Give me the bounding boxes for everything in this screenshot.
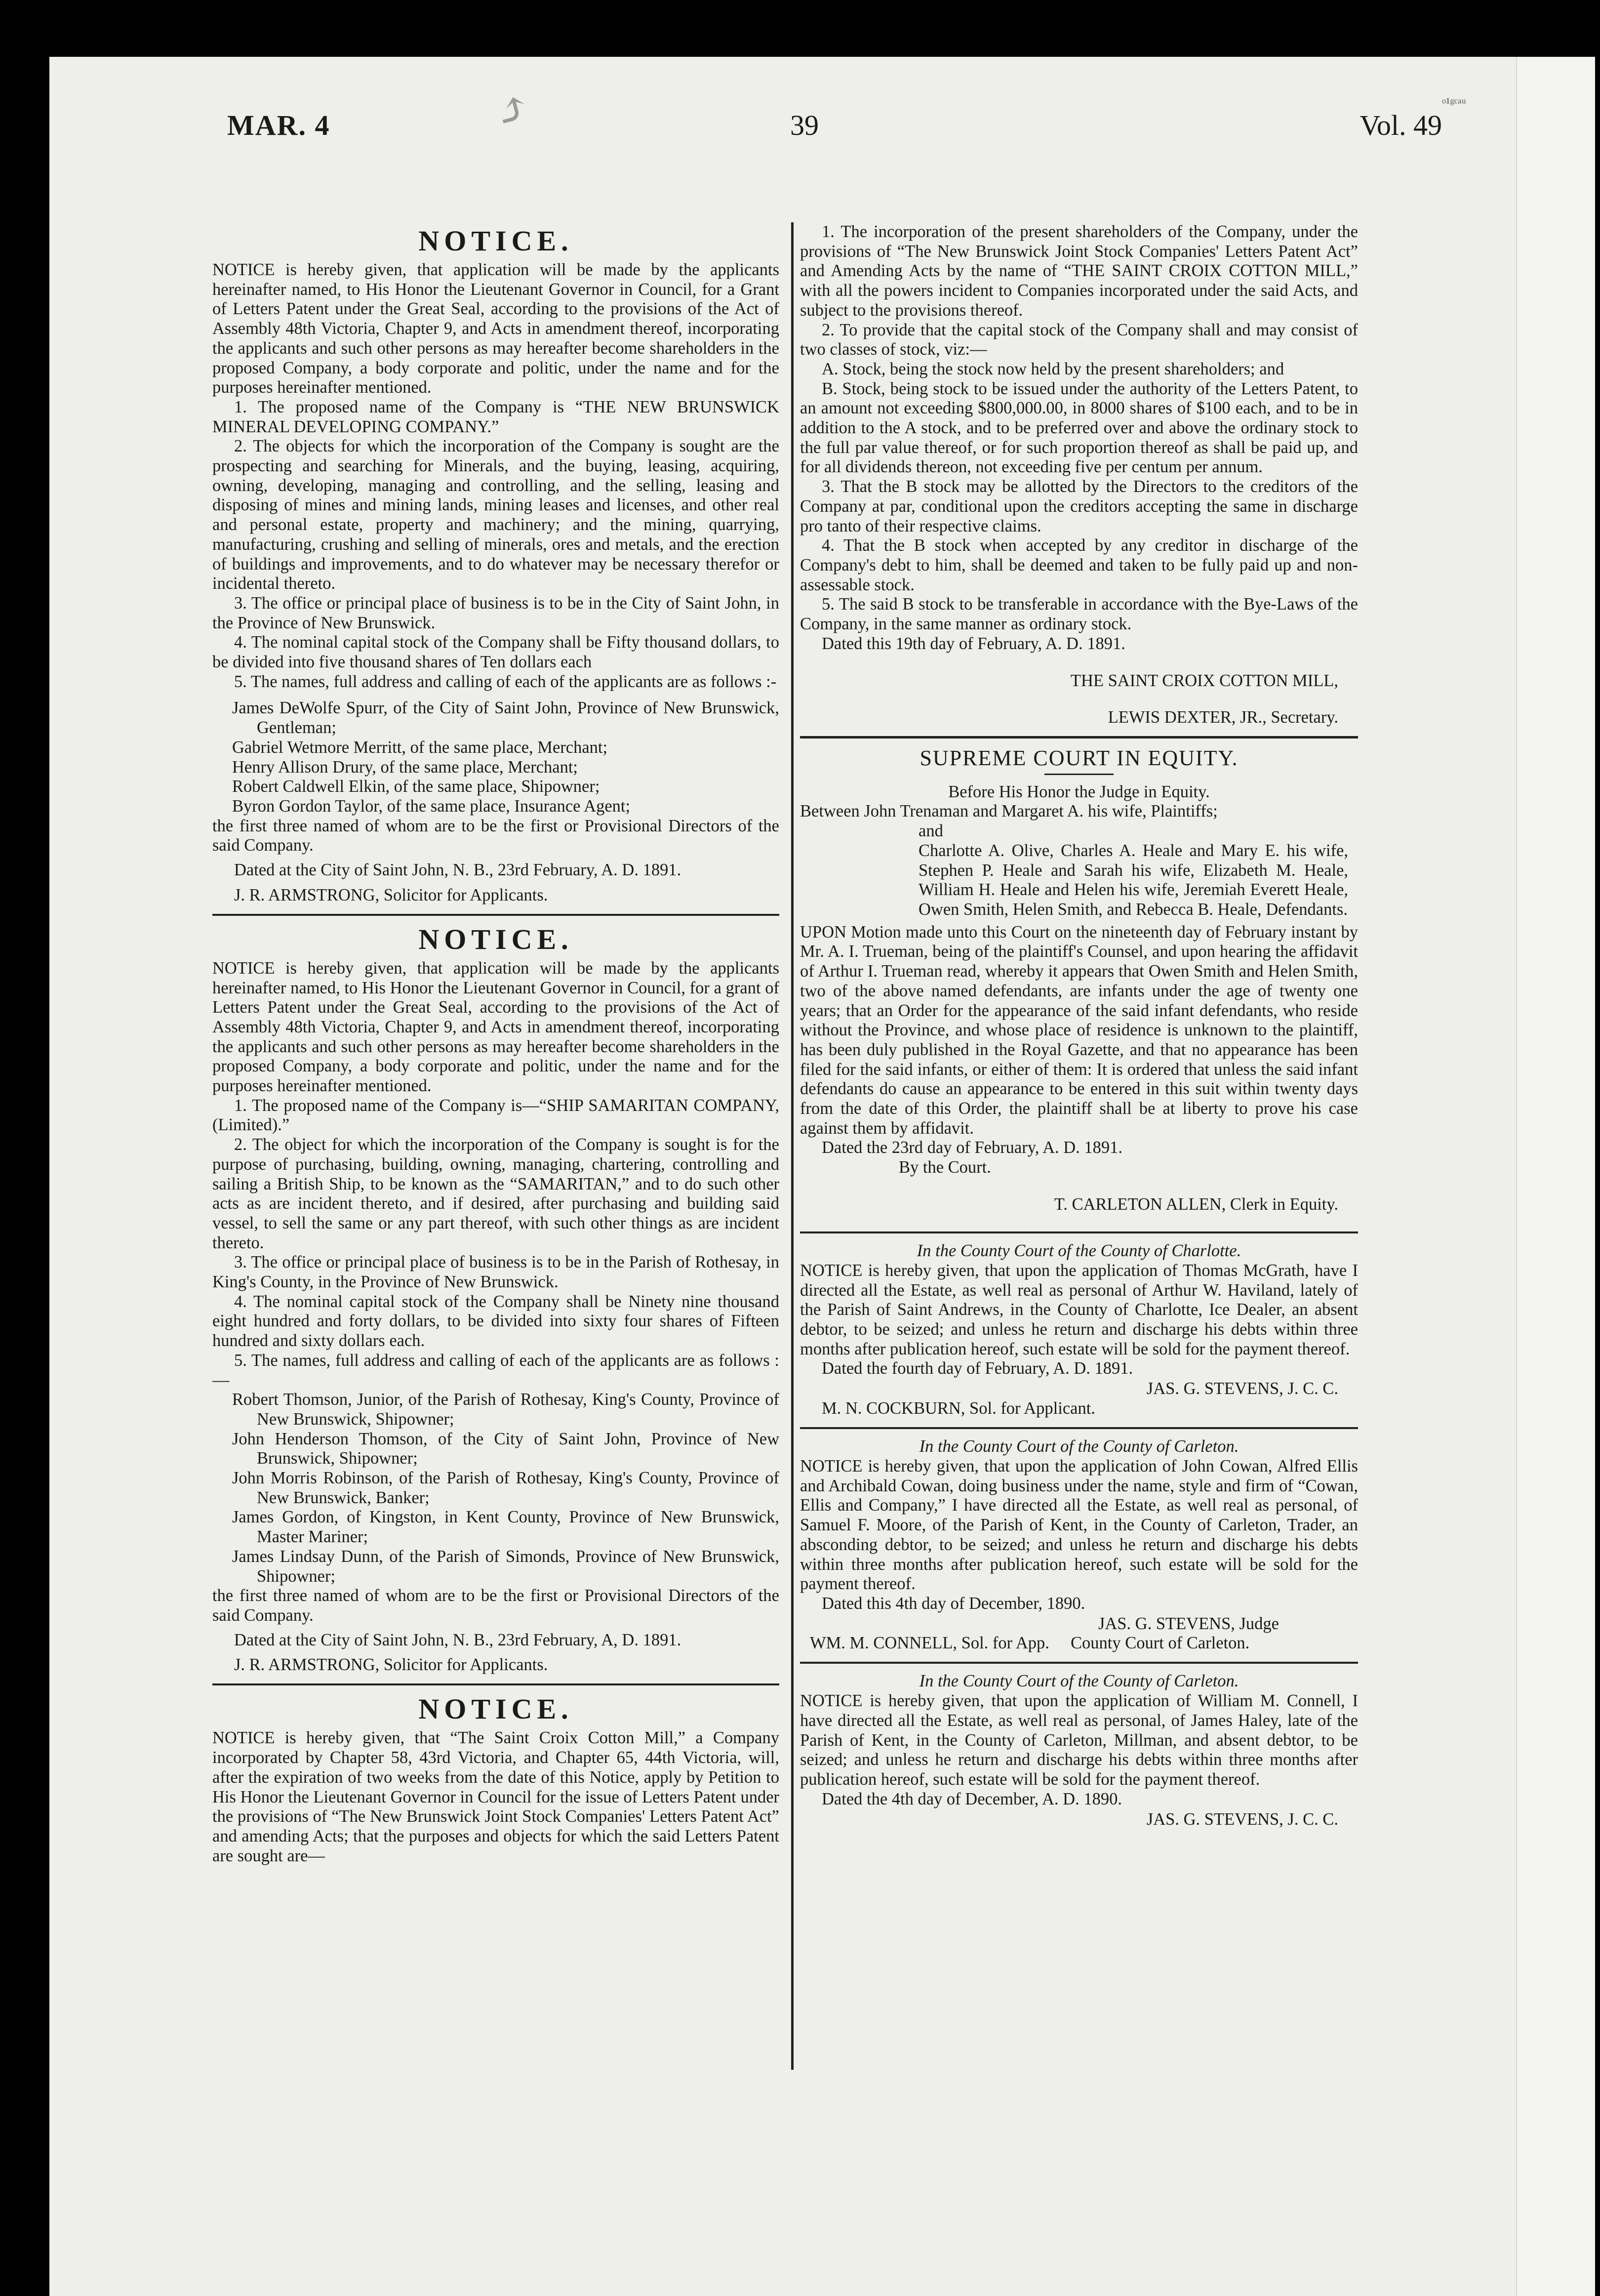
notice-paragraph: A. Stock, being the stock now held by the present shareholders; and	[822, 359, 1284, 378]
court-dated: Dated the 23rd day of February, A. D. 1891.	[822, 1138, 1123, 1157]
court-defendants: Charlotte A. Olive, Charles A. Heale and Mary E. his wife, Stephen P. Heale and Sarah his wife, Elizabeth M. Heale, William H. Heale and Helen his wife, Jeremiah Everett Heale, Owen Smith, Helen Smith, and Rebecca B. Heale, Defendants.	[919, 841, 1348, 919]
court-heading: In the County Court of the County of Carleton.	[919, 1672, 1239, 1691]
notice-signature: THE SAINT CROIX COTTON MILL,	[1070, 671, 1338, 690]
court-and: and	[919, 821, 943, 841]
volume-number: Vol. 49	[1360, 109, 1442, 141]
notice-body: NOTICE is hereby given, that upon the application of Thomas McGrath, have I directed all the Estate, as well real as personal of Arthur W. Haviland, lately of the Parish of Saint Andrews, in the County of Charlotte, Ice Dealer, an absent debtor, to be seized; and unless he return and discharge his debts within three months after publication hereof, such estate will be sold for the payment thereof.	[800, 1261, 1358, 1358]
applicant-entry: Byron Gordon Taylor, of the same place, Insurance Agent;	[232, 796, 631, 816]
carleton-notice-connell	[800, 1671, 1358, 1829]
notice-signature: J. R. ARMSTRONG, Solicitor for Applicants.	[234, 1655, 548, 1675]
notice-paragraph: 5. The names, full address and calling of each of the applicants are as follows :-	[234, 672, 777, 691]
notice-mineral-company	[212, 224, 779, 905]
court-subtitle: Before His Honor the Judge in Equity.	[948, 782, 1210, 802]
supreme-court-notice	[800, 745, 1358, 1214]
page-header	[227, 109, 1442, 153]
notice-paragraph: 2. The objects for which the incorporation of the Company is sought are the prospecting and searching for Minerals, and the buying, leasing, acquiring, owning, developing, managing and controlling, and the selling, leasing and disposing of mines and mining lands, mining leases and licenses, and other real and personal estate, property and machinery; and the mining, quarrying, manufacturing, crushing and selling of minerals, ores and metals, and the erection of buildings and improvements, and to do whatever may be necessary therefor or incidental thereto.	[212, 437, 779, 593]
notice-paragraph: 5. The names, full address and calling of each of the applicants are as follows :—	[212, 1351, 779, 1390]
section-rule	[212, 1683, 779, 1685]
notice-title: NOTICE.	[418, 225, 573, 257]
notice-samaritan-company	[212, 923, 779, 1675]
notice-closing: the first three named of whom are to be the first or Provisional Directors of the said Company.	[212, 816, 779, 855]
notice-signature: JAS. G. STEVENS, Judge	[1098, 1614, 1279, 1633]
applicant-entry: Henry Allison Drury, of the same place, Merchant;	[232, 757, 578, 777]
notice-paragraph: 1. The proposed name of the Company is “THE NEW BRUNSWICK MINERAL DEVELOPING COMPANY.”	[212, 397, 779, 436]
notice-title: NOTICE.	[418, 923, 573, 955]
notice-closing: the first three named of whom are to be the first or Provisional Directors of the said Company.	[212, 1586, 779, 1625]
notice-intro: NOTICE is hereby given, that “The Saint Croix Cotton Mill,” a Company incorporated by Chapter 58, 43rd Victoria, and Chapter 65, 44th Victoria, will, after the expiration of two weeks from the date of this Notice, apply by Petition to His Honor the Lieutenant Governor in Council for the issue of Letters Patent under the provisions of “The New Brunswick Joint Stock Companies' Letters Patent Act” and amending Acts; that the purposes and objects for which the said Letters Patent are sought are—	[212, 1728, 779, 1865]
notice-signature: WM. M. CONNELL, Sol. for App. County Court of Carleton.	[810, 1633, 1250, 1652]
notice-paragraph: 3. The office or principal place of business is to be in the City of Saint John, in the Province of New Brunswick.	[212, 593, 779, 632]
notice-paragraph: 1. The proposed name of the Company is—“SHIP SAMARITAN COMPANY, (Limited).”	[212, 1096, 779, 1135]
applicant-entry: Robert Caldwell Elkin, of the same place, Shipowner;	[232, 777, 600, 796]
notice-dated: Dated at the City of Saint John, N. B., 23rd February, A. D. 1891.	[234, 861, 681, 880]
notice-dated: Dated the fourth day of February, A. D. 1891.	[822, 1359, 1133, 1378]
left-column	[212, 222, 779, 1866]
notice-signature: M. N. COCKBURN, Sol. for Applicant.	[822, 1399, 1095, 1418]
applicant-entry: James Lindsay Dunn, of the Parish of Simonds, Province of New Brunswick, Shipowner;	[232, 1547, 779, 1586]
section-rule	[800, 1231, 1358, 1233]
notice-body: NOTICE is hereby given, that upon the application of John Cowan, Alfred Ellis and Archibald Cowan, doing business under the name, style and firm of “Cowan, Ellis and Company,” I have directed all the Estate, as well real as personal, of Samuel F. Moore, of the Parish of Kent, in the County of Carleton, Trader, an absconding debtor, to be seized; and unless he return and discharge his debts within three months after publication hereof, such estate will be sold for the payment thereof.	[800, 1457, 1358, 1594]
court-order: UPON Motion made unto this Court on the nineteenth day of February instant by Mr. A. I. Trueman, being of the plaintiff's Counsel, and upon hearing the affidavit of Arthur I. Trueman read, whereby it appears that Owen Smith and Helen Smith, two of the above named defendants, are infants under the age of twenty one years; that an Order for the appearance of the said infant defendants, who reside without the Province, and whose place of residence is unknown to the plaintiff, has been duly published in the Royal Gazette, and that no appearance has been filed for the said infants, or either of them: It is ordered that unless the said infant defendants do cause an appearance to be entered in this suit within twenty days from the date of this Order, the plaintiff shall be at liberty to prove his case against them by affidavit.	[800, 922, 1358, 1138]
court-signature: T. CARLETON ALLEN, Clerk in Equity.	[1054, 1195, 1338, 1214]
pencil-mark-icon: ⤴	[488, 82, 537, 139]
notice-dated: Dated the 4th day of December, A. D. 1890.	[822, 1789, 1122, 1808]
notice-signature: LEWIS DEXTER, JR., Secretary.	[1108, 708, 1338, 727]
notice-saint-croix-continued	[800, 222, 1358, 727]
notice-signature: J. R. ARMSTRONG, Solicitor for Applicants.	[234, 885, 548, 904]
notice-paragraph: 4. The nominal capital stock of the Company shall be Ninety nine thousand eight hundred and forty dollars, to be divided into sixty four shares of Fifteen hundred and sixty dollars each.	[212, 1292, 779, 1351]
notice-paragraph: 3. The office or principal place of business is to be in the Parish of Rothesay, in King's County, in the Province of New Brunswick.	[212, 1253, 779, 1292]
carleton-notice-cowan	[800, 1436, 1358, 1653]
court-heading: In the County Court of the County of Charlotte.	[917, 1241, 1241, 1260]
notice-paragraph: 4. That the B stock when accepted by any creditor in discharge of the Company's debt to him, shall be deemed and taken to be fully paid up and non-assessable stock.	[800, 536, 1358, 594]
notice-paragraph: B. Stock, being stock to be issued under the authority of the Letters Patent, to an amount not exceeding $800,000.00, in 8000 shares of $100 each, and to be in addition to the A stock, and to be preferred over and above the ordinary stock to the full par value thereof, or for such proportion thereof as shall be paid up, and for all dividends thereon, not exceeding five per centum per annum.	[800, 379, 1358, 477]
right-column	[800, 222, 1358, 1829]
notice-intro: NOTICE is hereby given, that application will be made by the applicants hereinafter named, to His Honor the Lieutenant Governor in Council, for a Grant of Letters Patent under the Great Seal, according to the provisions of the Act of Assembly 48th Victoria, Chapter 9, and Acts in amendment thereof, incorporating the applicants and such other persons as may hereafter become shareholders in the proposed Company, a body corporate and politic, under the name and for the purposes hereinafter mentioned.	[212, 260, 779, 397]
notice-signature: JAS. G. STEVENS, J. C. C.	[1146, 1379, 1338, 1398]
notice-dated: Dated at the City of Saint John, N. B., 23rd February, A, D. 1891.	[234, 1630, 681, 1649]
section-rule	[800, 736, 1358, 738]
notice-paragraph: 2. To provide that the capital stock of the Company shall and may consist of two classes of stock, viz:—	[800, 320, 1358, 359]
applicant-entry: Gabriel Wetmore Merritt, of the same place, Merchant;	[232, 738, 608, 757]
notice-saint-croix	[212, 1692, 779, 1866]
notice-dated: Dated this 19th day of February, A. D. 1891.	[822, 634, 1125, 653]
stamp-mark: ᵒ¹ᵍᶜᵃᵘ	[1442, 95, 1466, 111]
section-rule	[800, 1427, 1358, 1429]
page-number: 39	[790, 109, 819, 141]
column-divider	[791, 222, 794, 2070]
court-by: By the Court.	[899, 1158, 991, 1177]
court-heading: In the County Court of the County of Carleton.	[919, 1437, 1239, 1456]
notice-paragraph: 1. The incorporation of the present shareholders of the Company, under the provisions of “The New Brunswick Joint Stock Companies' Letters Patent Act” and Amending Acts by the name of “THE SAINT CROIX COTTON MILL,” with all the powers incident to Companies incorporated under the said Acts, and subject to the provisions thereof.	[800, 222, 1358, 320]
charlotte-notice	[800, 1240, 1358, 1418]
section-rule	[212, 914, 779, 916]
applicant-entry: James DeWolfe Spurr, of the City of Saint John, Province of New Brunswick, Gentleman;	[232, 698, 779, 738]
notice-paragraph: 4. The nominal capital stock of the Company shall be Fifty thousand dollars, to be divided into five thousand shares of Ten dollars each	[212, 633, 779, 672]
notice-paragraph: 5. The said B stock to be transferable in accordance with the Bye-Laws of the Company, in the same manner as ordinary stock.	[800, 595, 1358, 634]
page-edge	[1516, 57, 1595, 2296]
section-rule	[800, 1662, 1358, 1664]
notice-paragraph: 3. That the B stock may be allotted by the Directors to the creditors of the Company at par, conditional upon the creditors accepting the same in discharge pro tanto of their respective claims.	[800, 477, 1358, 535]
court-parties: Between John Trenaman and Margaret A. his wife, Plaintiffs;	[800, 802, 1218, 821]
notice-paragraph: 2. The object for which the incorporation of the Company is sought is for the purpose of purchasing, building, owning, managing, chartering, controlling and sailing a British Ship, to be known as the “SAMARITAN,” and to do such other acts as are incident thereto, and if desired, after purchasing and building said vessel, to sell the same or any part thereof, with such other things as are incident thereto.	[212, 1135, 779, 1252]
applicant-entry: James Gordon, of Kingston, in Kent County, Province of New Brunswick, Master Mariner;	[232, 1508, 779, 1547]
applicant-entry: Robert Thomson, Junior, of the Parish of Rothesay, King's County, Province of New Brunswick, Shipowner;	[232, 1390, 779, 1429]
notice-dated: Dated this 4th day of December, 1890.	[822, 1594, 1085, 1613]
applicant-entry: John Henderson Thomson, of the City of Saint John, Province of New Brunswick, Shipowner;	[232, 1429, 779, 1468]
issue-date: MAR. 4	[227, 109, 330, 141]
notice-title: NOTICE.	[418, 1693, 573, 1725]
short-rule	[1044, 774, 1114, 775]
court-title: SUPREME COURT IN EQUITY.	[920, 746, 1239, 771]
applicant-entry: John Morris Robinson, of the Parish of Rothesay, King's County, Province of New Brunswick, Banker;	[232, 1469, 779, 1507]
notice-intro: NOTICE is hereby given, that application will be made by the applicants hereinafter named, to His Honor the Lieutenant Governor in Council, for a grant of Letters Patent under the Great Seal, according to the provisions of the Act of Assembly 48th Victoria, Chapter 9, and Acts in amendment thereof, incorporating the applicants and such other persons as may hereafter become shareholders in the proposed Company, a body corporate and politic, under the name and for the purposes hereinafter mentioned.	[212, 958, 779, 1096]
notice-signature: JAS. G. STEVENS, J. C. C.	[1146, 1809, 1338, 1829]
notice-body: NOTICE is hereby given, that upon the application of William M. Connell, I have directed all the Estate, as well real as personal, of James Haley, late of the Parish of Kent, in the County of Carleton, Millman, and absent debtor, to be seized; and unless he return and discharge his debts within three months after publication hereof, such estate will be sold for the payment thereof.	[800, 1691, 1358, 1789]
